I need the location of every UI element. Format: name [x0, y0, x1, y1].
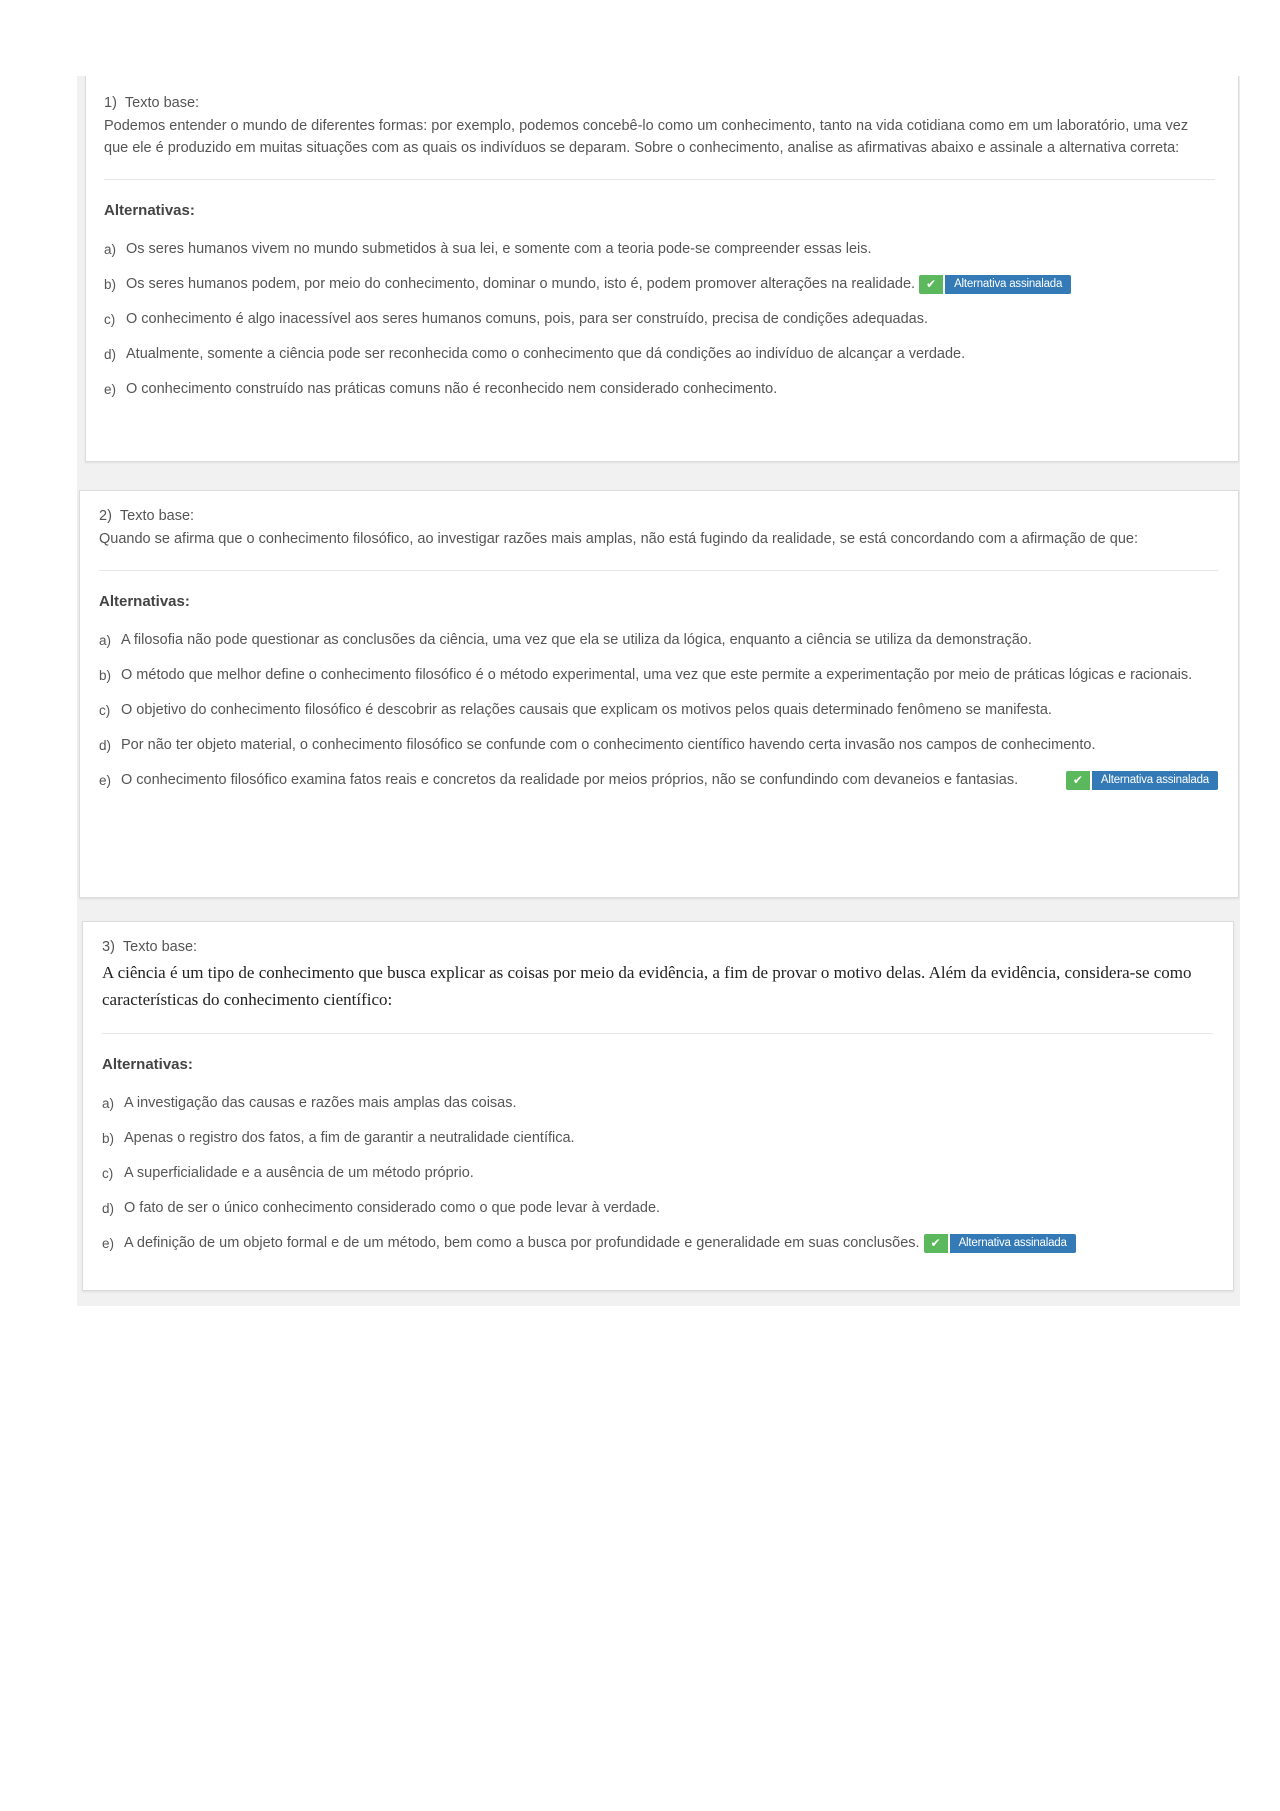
alternative-letter: b) [104, 277, 117, 292]
alternative-e[interactable] [99, 770, 1218, 791]
question-card-1 [85, 76, 1239, 462]
question-header [102, 939, 1213, 955]
alternative-letter: a) [102, 1096, 115, 1111]
alternative-d[interactable] [104, 344, 1215, 365]
alternative-c[interactable] [99, 700, 1218, 721]
selected-badge-label: Alternativa assinalada [950, 1234, 1076, 1253]
alternative-text: O fato de ser o único conhecimento considerado como o que pode levar à verdade. [124, 1200, 661, 1216]
alternative-letter: a) [104, 242, 117, 257]
alternatives-title: Alternativas: [99, 593, 190, 610]
alternative-text: O conhecimento é algo inacessível aos seres humanos comuns, pois, para ser construído, precisa de condições adequadas. [126, 311, 928, 327]
alternative-c[interactable] [104, 309, 1215, 330]
alternative-letter: e) [104, 382, 117, 397]
question-label: Texto base: [119, 508, 195, 524]
question-number: 2) [99, 508, 112, 524]
alternative-text: Os seres humanos vivem no mundo submetidos à sua lei, e somente com a teoria pode-se compreender essas leis. [126, 241, 872, 257]
alternative-letter: b) [102, 1131, 115, 1146]
alternative-text: O conhecimento construído nas práticas comuns não é reconhecido nem considerado conhecimento. [126, 381, 778, 397]
alternative-letter: c) [99, 703, 111, 718]
alternative-letter: c) [104, 312, 116, 327]
alternative-b[interactable] [102, 1128, 1213, 1149]
question-card-2 [79, 490, 1239, 898]
check-icon: ✔ [924, 1234, 948, 1253]
alternative-letter: e) [99, 773, 112, 788]
alternative-a[interactable] [102, 1093, 1213, 1114]
alternative-text: A filosofia não pode questionar as conclusões da ciência, uma vez que ela se utiliza da lógica, enquanto a ciência se utiliza da demonstração. [121, 632, 1032, 648]
alternative-text: O método que melhor define o conhecimento filosófico é o método experimental, uma vez que este permite a experimentação por meio de práticas lógicas e racionais. [121, 667, 1193, 683]
question-text: A ciência é um tipo de conhecimento que busca explicar as coisas por meio da evidência, a fim de provar o motivo delas. Além da evidência, considera-se como características do conhecimento científico: [102, 963, 1192, 1009]
alternative-a[interactable] [104, 239, 1215, 260]
alternative-text: Os seres humanos podem, por meio do conhecimento, dominar o mundo, isto é, podem promover alterações na realidade. [126, 276, 916, 292]
question-header [104, 95, 1215, 111]
question-number: 3) [102, 939, 115, 955]
alternative-text: Por não ter objeto material, o conhecimento filosófico se confunde com o conhecimento científico havendo certa invasão nos campos de conhecimento. [121, 737, 1096, 753]
alternative-letter: e) [102, 1236, 115, 1251]
alternative-text: A investigação das causas e razões mais amplas das coisas. [124, 1095, 517, 1111]
check-icon: ✔ [1066, 771, 1090, 790]
alternative-a[interactable] [99, 630, 1218, 651]
alternative-letter: d) [99, 738, 112, 753]
question-label: Texto base: [124, 95, 200, 111]
alternative-d[interactable] [99, 735, 1218, 756]
question-label: Texto base: [122, 939, 198, 955]
alternative-text: A superficialidade e a ausência de um método próprio. [124, 1165, 474, 1181]
alternative-c[interactable] [102, 1163, 1213, 1184]
alternative-letter: a) [99, 633, 112, 648]
alternatives-title: Alternativas: [104, 202, 195, 219]
alternative-text: O objetivo do conhecimento filosófico é descobrir as relações causais que explicam os motivos pelos quais determinado fenômeno se manifesta. [121, 702, 1052, 718]
selected-badge [924, 1234, 1076, 1253]
alternative-d[interactable] [102, 1198, 1213, 1219]
question-number: 1) [104, 95, 117, 111]
selected-badge-label: Alternativa assinalada [1092, 771, 1218, 790]
alternative-b[interactable] [99, 665, 1218, 686]
question-text: Podemos entender o mundo de diferentes formas: por exemplo, podemos concebê-lo como um conhecimento, tanto na vida cotidiana como em um laboratório, uma vez que ele é produzido em muitas situações com as quais os indivíduos se deparam. Sobre o conhecimento, analise as afirmativas abaixo e assinale a alternativa correta: [104, 118, 1189, 156]
alternative-letter: c) [102, 1166, 114, 1181]
divider [99, 570, 1218, 571]
selected-badge-label: Alternativa assinalada [945, 275, 1071, 294]
alternative-text: O conhecimento filosófico examina fatos reais e concretos da realidade por meios próprios, não se confundindo com devaneios e fantasias. [121, 772, 1019, 788]
alternative-letter: d) [102, 1201, 115, 1216]
selected-badge [919, 275, 1071, 294]
alternative-text: Apenas o registro dos fatos, a fim de garantir a neutralidade científica. [124, 1130, 575, 1146]
alternative-letter: d) [104, 347, 117, 362]
question-card-3 [82, 921, 1234, 1291]
check-icon: ✔ [919, 275, 943, 294]
alternative-e[interactable] [104, 379, 1215, 400]
alternatives-title: Alternativas: [102, 1056, 193, 1073]
alternative-text: Atualmente, somente a ciência pode ser reconhecida como o conhecimento que dá condições ao indivíduo de alcançar a verdade. [126, 346, 966, 362]
alternative-text: A definição de um objeto formal e de um método, bem como a busca por profundidade e generalidade em suas conclusões. [124, 1235, 920, 1251]
question-text: Quando se afirma que o conhecimento filosófico, ao investigar razões mais amplas, não está fugindo da realidade, se está concordando com a afirmação de que: [99, 531, 1138, 547]
alternative-e[interactable] [102, 1233, 1213, 1254]
divider [102, 1033, 1213, 1034]
question-header [99, 508, 1218, 524]
alternative-letter: b) [99, 668, 112, 683]
alternative-b[interactable] [104, 274, 1215, 295]
selected-badge [1066, 771, 1218, 790]
divider [104, 179, 1215, 180]
